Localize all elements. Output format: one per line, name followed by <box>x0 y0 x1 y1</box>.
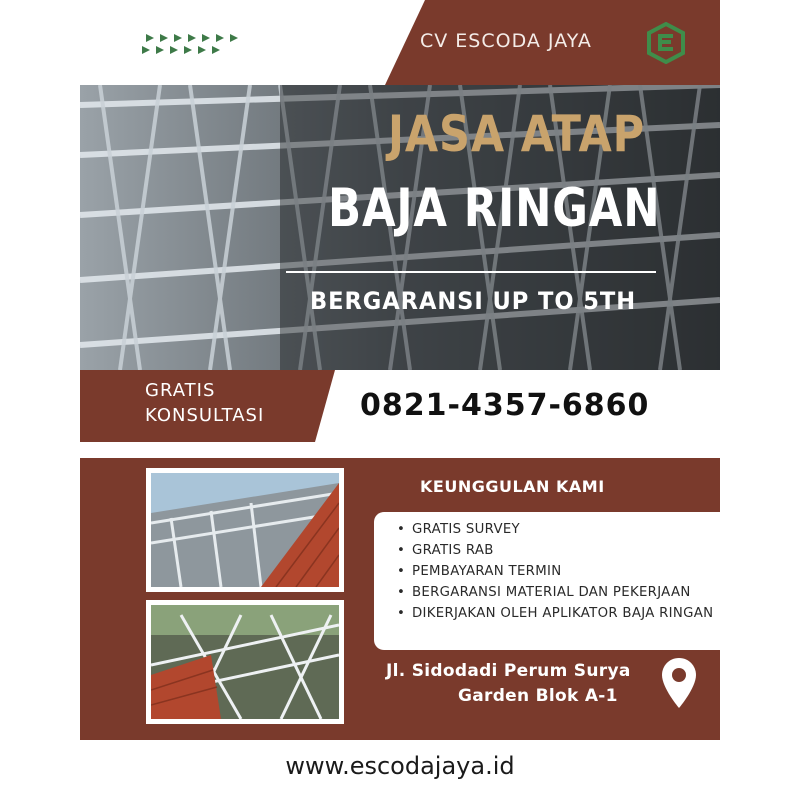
hero-subtitle: BERGARANSI UP TO 5TH <box>310 287 637 315</box>
consultation-line-1: GRATIS <box>145 380 216 401</box>
roof-photo-1 <box>146 468 344 592</box>
location-pin-icon <box>660 656 698 712</box>
address-line-2: Garden Blok A-1 <box>458 686 618 706</box>
chevron-arrows-icon <box>142 30 238 58</box>
brand-name: CV ESCODA JAYA <box>420 30 592 52</box>
advantages-list <box>392 519 717 624</box>
list-item: • GRATIS SURVEY <box>392 519 717 540</box>
hero-title-line-2: BAJA RINGAN <box>328 178 661 239</box>
list-item: • BERGARANSI MATERIAL DAN PEKERJAAN <box>392 582 717 603</box>
escoda-logo-icon <box>646 22 686 64</box>
consultation-line-2: KONSULTASI <box>145 405 265 426</box>
address-line-1: Jl. Sidodadi Perum Surya <box>386 661 631 681</box>
list-item: • PEMBAYARAN TERMIN <box>392 561 717 582</box>
phone-number[interactable]: 0821-4357-6860 <box>360 388 650 423</box>
roof-photo-2 <box>146 600 344 724</box>
hero-title-line-1: JASA ATAP <box>388 105 645 163</box>
hero-divider <box>286 271 656 273</box>
list-item: • GRATIS RAB <box>392 540 717 561</box>
advantages-heading: KEUNGGULAN KAMI <box>420 477 605 496</box>
website-url[interactable]: www.escodajaya.id <box>285 752 515 780</box>
list-item: • DIKERJAKAN OLEH APLIKATOR BAJA RINGAN <box>392 603 717 624</box>
